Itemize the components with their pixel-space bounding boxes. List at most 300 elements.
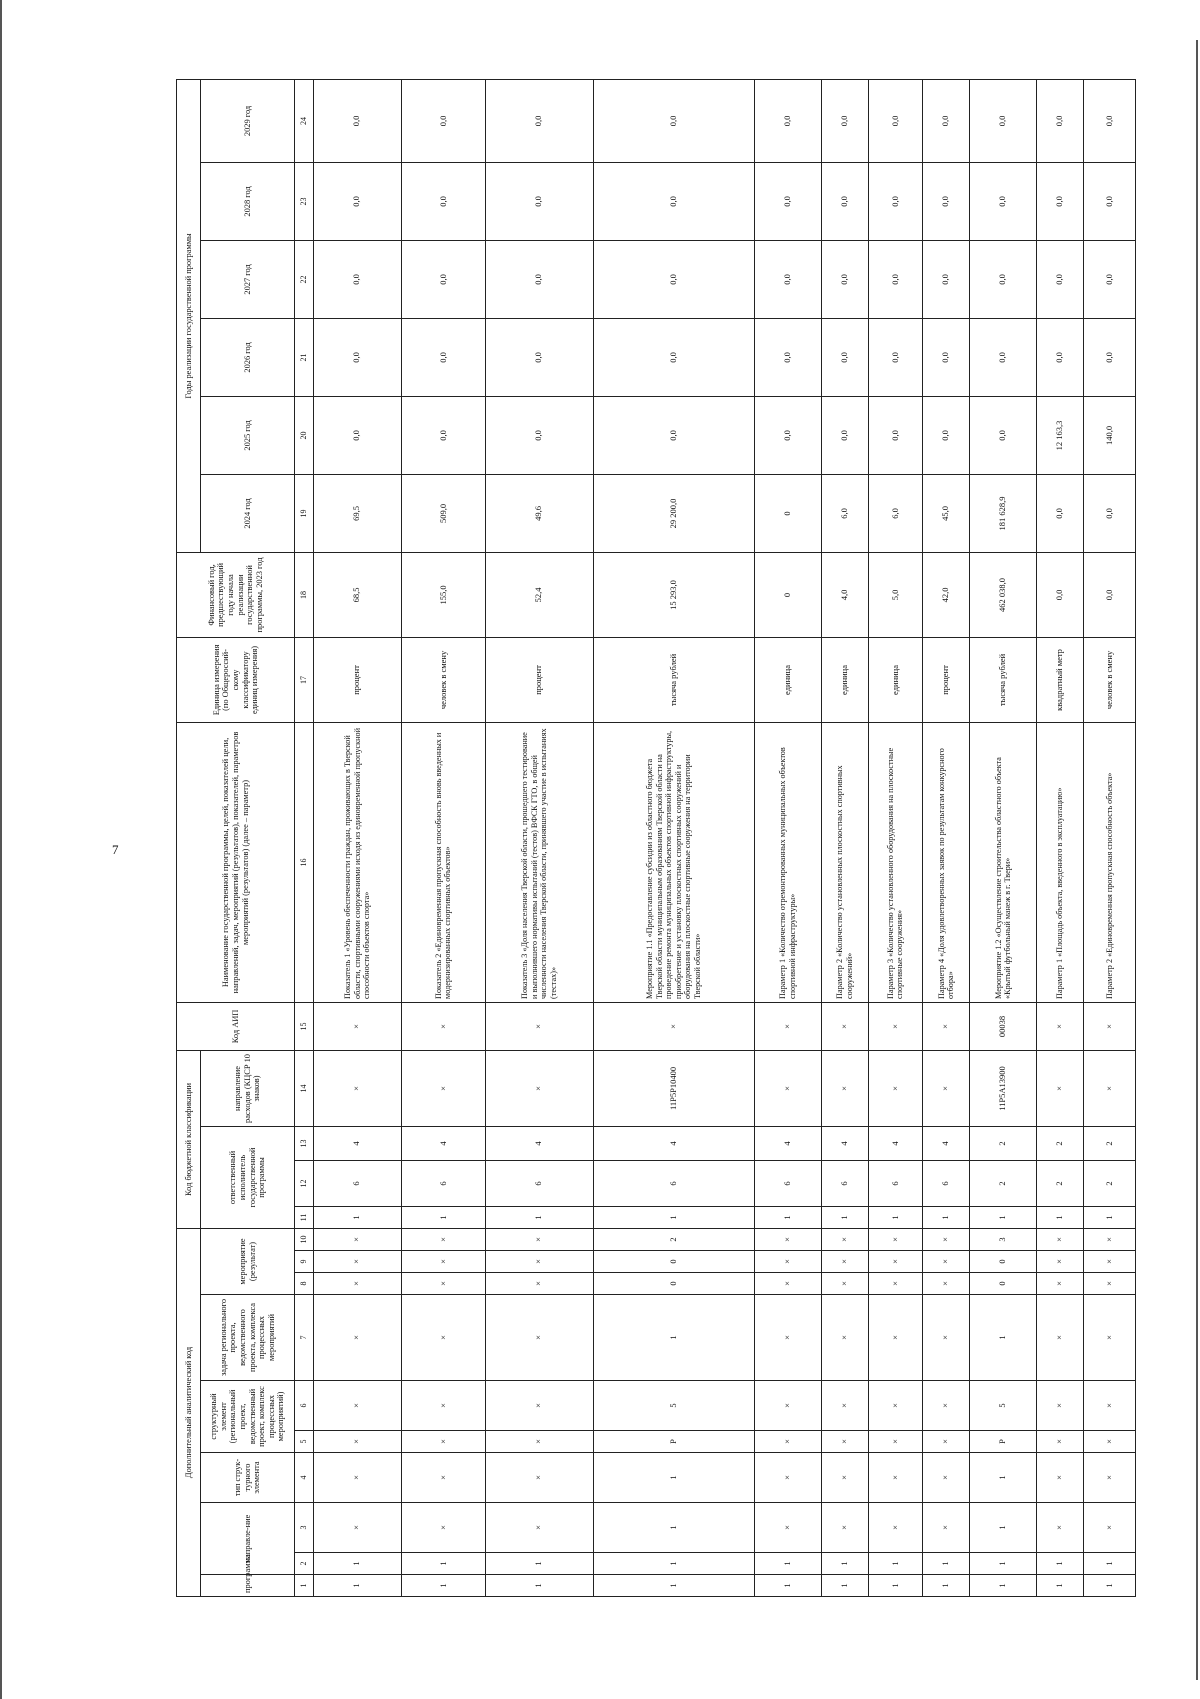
table-body (313, 79, 1135, 1596)
code-cell: 1 (593, 1575, 754, 1597)
value-cell: 0,0 (922, 162, 969, 240)
row-name: Параметр 2 «Единовременная пропускная способность объекта» (1084, 722, 1136, 1002)
code-cell: 1 (485, 1575, 593, 1597)
table-row (313, 79, 401, 1596)
expense-dir-header: направление расходов (КЦСР 10 знаков) (200, 1050, 295, 1126)
code-cell: 6 (593, 1160, 754, 1206)
value-cell: 0,0 (821, 396, 868, 474)
code-cell: × (401, 1503, 485, 1553)
code-cell: 1 (313, 1206, 401, 1228)
code-cell: × (922, 1002, 969, 1050)
code-cell: 1 (1084, 1575, 1136, 1597)
code-cell: × (922, 1503, 969, 1553)
value-cell: 0,0 (922, 240, 969, 318)
value-cell: 0,0 (1084, 318, 1136, 396)
code-cell: 1 (593, 1453, 754, 1503)
value-cell: 0,0 (401, 240, 485, 318)
code-cell: 11Р5Р10400 (593, 1050, 754, 1126)
code-cell: 6 (485, 1160, 593, 1206)
code-cell: × (869, 1228, 923, 1250)
col-number: 21 (295, 318, 313, 396)
value-cell: 49,6 (485, 474, 593, 552)
code-cell: × (754, 1273, 821, 1295)
value-cell: 0,0 (401, 79, 485, 162)
code-cell: × (754, 1295, 821, 1381)
code-cell: 1 (821, 1206, 868, 1228)
code-cell: × (485, 1431, 593, 1453)
value-cell: 0,0 (1084, 474, 1136, 552)
code-cell: × (869, 1503, 923, 1553)
code-cell: 1 (821, 1553, 868, 1575)
unit-cell: тысяча рублей (593, 637, 754, 722)
unit-cell: человек в смену (401, 637, 485, 722)
code-cell: 1 (593, 1553, 754, 1575)
aip-code-header: Код АИП (177, 1002, 295, 1050)
table-row (401, 79, 485, 1596)
code-cell: × (313, 1295, 401, 1381)
code-cell: × (869, 1251, 923, 1273)
unit-cell: единица (869, 637, 923, 722)
value-cell: 0,0 (593, 162, 754, 240)
code-cell: 1 (401, 1575, 485, 1597)
code-cell: × (754, 1431, 821, 1453)
code-cell: × (401, 1273, 485, 1295)
code-cell: 1 (593, 1295, 754, 1381)
value-cell: 0,0 (869, 79, 923, 162)
col-number: 10 (295, 1228, 313, 1250)
value-cell: 52,4 (485, 552, 593, 637)
code-cell: × (1084, 1295, 1136, 1381)
code-cell: 6 (313, 1160, 401, 1206)
table-row (1036, 79, 1083, 1596)
code-cell: × (821, 1381, 868, 1431)
value-cell: 0,0 (869, 162, 923, 240)
col-number: 22 (295, 240, 313, 318)
code-cell: × (821, 1431, 868, 1453)
code-cell: × (313, 1431, 401, 1453)
value-cell: 0,0 (485, 396, 593, 474)
code-cell: 4 (922, 1126, 969, 1160)
value-cell: 69,5 (313, 474, 401, 552)
code-cell: × (869, 1002, 923, 1050)
row-name: Показатель 3 «Доля населения Тверской области, прошедшего тестирование и выполнившего нормативы испытаний (тестов) ВФСК ГТО, в общей численности населения Тверской области, принявшего участие в испытаниях (тестах)» (485, 722, 593, 1002)
value-cell: 0,0 (869, 240, 923, 318)
row-name: Мероприятие 1.2 «Осуществление строительства областного объекта «Крытый футбольный манеж в г. Твери» (970, 722, 1037, 1002)
code-cell: × (1084, 1050, 1136, 1126)
value-cell: 0,0 (754, 396, 821, 474)
code-cell: × (821, 1050, 868, 1126)
code-cell: × (922, 1251, 969, 1273)
value-cell: 181 628,9 (970, 474, 1037, 552)
code-cell: × (821, 1273, 868, 1295)
row-name: Показатель 1 «Уровень обеспеченности граждан, проживающих в Тверской области, спортивными сооружениями исходя из единовременной пропускной способности объектов спорта» (313, 722, 401, 1002)
code-cell: 6 (821, 1160, 868, 1206)
code-cell: 1 (754, 1206, 821, 1228)
value-cell: 5,0 (869, 552, 923, 637)
col-number: 16 (295, 722, 313, 1002)
value-cell: 155,0 (401, 552, 485, 637)
name-header: Наименование государственной программы, целей, показателей цели, направлений, задач, мероприятий (результатов), показателей, параметров мероприятий (результатов) (далее – параметр) (177, 722, 295, 1002)
value-cell: 0,0 (1084, 162, 1136, 240)
code-cell: 6 (869, 1160, 923, 1206)
code-cell: 6 (754, 1160, 821, 1206)
code-cell: × (821, 1251, 868, 1273)
value-cell: 0,0 (821, 79, 868, 162)
unit-cell: процент (922, 637, 969, 722)
code-cell: × (1036, 1273, 1083, 1295)
code-cell: × (313, 1503, 401, 1553)
code-cell: 1 (821, 1575, 868, 1597)
code-cell: 1 (313, 1575, 401, 1597)
code-cell: Р (593, 1431, 754, 1453)
code-cell: 4 (593, 1126, 754, 1160)
code-cell: × (922, 1431, 969, 1453)
unit-cell: тысяча рублей (970, 637, 1037, 722)
code-cell: × (313, 1002, 401, 1050)
row-name: Параметр 4 «Доля удовлетворенных заявок по результатам конкурсного отбора» (922, 722, 969, 1002)
code-cell: × (401, 1431, 485, 1453)
code-cell: 4 (401, 1126, 485, 1160)
rotated-table-wrapper (176, 100, 1136, 1597)
code-cell: × (754, 1503, 821, 1553)
code-cell: 1 (869, 1553, 923, 1575)
code-cell: 4 (313, 1126, 401, 1160)
code-cell: × (922, 1295, 969, 1381)
code-cell: 1 (922, 1553, 969, 1575)
value-cell: 0,0 (970, 79, 1037, 162)
table-row (1084, 79, 1136, 1596)
value-cell: 4,0 (821, 552, 868, 637)
unit-cell: единица (754, 637, 821, 722)
code-cell: × (922, 1228, 969, 1250)
code-cell: × (922, 1273, 969, 1295)
unit-cell: квадратный метр (1036, 637, 1083, 722)
value-cell: 0,0 (1036, 240, 1083, 318)
code-cell: 2 (1084, 1126, 1136, 1160)
code-cell: 1 (922, 1206, 969, 1228)
col-number: 5 (295, 1431, 313, 1453)
column-numbers-row (295, 79, 313, 1596)
code-cell: × (313, 1228, 401, 1250)
code-cell: × (1084, 1453, 1136, 1503)
value-cell: 0,0 (821, 162, 868, 240)
value-cell: 0 (754, 474, 821, 552)
value-cell: 0,0 (485, 318, 593, 396)
code-cell: 1 (970, 1453, 1037, 1503)
code-cell: 1 (970, 1206, 1037, 1228)
value-cell: 68,5 (313, 552, 401, 637)
code-cell: × (485, 1273, 593, 1295)
scan-edge-line (1196, 40, 1198, 1680)
additional-code-header: Дополнительный аналитический код (177, 1228, 201, 1596)
col-number: 17 (295, 637, 313, 722)
code-cell: 5 (970, 1381, 1037, 1431)
code-cell: 2 (1036, 1126, 1083, 1160)
struct-element-header: структурный элемент (региональный проект, ведомственный проект, комплекс процессных мероприятий) (200, 1381, 295, 1453)
year-2024-header: 2024 год (200, 474, 295, 552)
code-cell: × (1084, 1273, 1136, 1295)
row-name: Параметр 1 «Количество отремонтированных муниципальных объектов спортивной инфраструктуры» (754, 722, 821, 1002)
value-cell: 0,0 (922, 396, 969, 474)
code-cell: 3 (970, 1228, 1037, 1250)
code-cell: 1 (1036, 1553, 1083, 1575)
code-cell: × (821, 1002, 868, 1050)
value-cell: 0,0 (1084, 552, 1136, 637)
code-cell: 2 (970, 1160, 1037, 1206)
col-number: 23 (295, 162, 313, 240)
code-cell: × (485, 1381, 593, 1431)
code-cell: × (869, 1050, 923, 1126)
event-header: мероприятие (результат) (200, 1228, 295, 1294)
value-cell: 0,0 (593, 79, 754, 162)
code-cell: × (821, 1228, 868, 1250)
code-cell: 1 (754, 1575, 821, 1597)
code-cell: 4 (869, 1126, 923, 1160)
code-cell: × (485, 1503, 593, 1553)
col-number: 9 (295, 1251, 313, 1273)
table-row (485, 79, 593, 1596)
code-cell: × (1036, 1381, 1083, 1431)
value-cell: 15 293,0 (593, 552, 754, 637)
code-cell: 00038 (970, 1002, 1037, 1050)
code-cell: × (485, 1295, 593, 1381)
value-cell: 0,0 (485, 79, 593, 162)
code-cell: × (754, 1381, 821, 1431)
code-cell: 1 (1084, 1206, 1136, 1228)
value-cell: 0,0 (313, 396, 401, 474)
value-cell: 12 163,3 (1036, 396, 1083, 474)
value-cell: 0,0 (485, 240, 593, 318)
unit-cell: процент (313, 637, 401, 722)
table-row (922, 79, 969, 1596)
value-cell: 0,0 (1036, 79, 1083, 162)
code-cell: × (401, 1251, 485, 1273)
value-cell: 0,0 (1084, 240, 1136, 318)
code-cell: × (1036, 1453, 1083, 1503)
code-cell: 1 (869, 1575, 923, 1597)
col-number: 12 (295, 1160, 313, 1206)
code-cell: × (1084, 1431, 1136, 1453)
code-cell: 6 (401, 1160, 485, 1206)
code-cell: × (869, 1453, 923, 1503)
row-name: Показатель 2 «Единовременная пропускная способность вновь введенных и модернизированных спортивных объектов» (401, 722, 485, 1002)
value-cell: 0,0 (1036, 474, 1083, 552)
code-cell: × (313, 1273, 401, 1295)
code-cell: × (1036, 1431, 1083, 1453)
code-cell: × (1036, 1228, 1083, 1250)
row-name: Мероприятие 1.1 «Предоставление субсидии из областного бюджета Тверской области муниципальным образованиям Тверской области на проведение ремонта муниципальных объектов спортивной инфраструктуры, приобретение и установку плоскостных спортивных сооружений и оборудования на плоскостные спортивные сооружения на территории Тверской области» (593, 722, 754, 1002)
code-cell: × (922, 1453, 969, 1503)
code-cell: 0 (970, 1273, 1037, 1295)
value-cell: 0,0 (485, 162, 593, 240)
code-cell: 1 (754, 1553, 821, 1575)
code-cell: 1 (869, 1206, 923, 1228)
col-number: 8 (295, 1273, 313, 1295)
row-name: Параметр 2 «Количество установленных плоскостных спортивных сооружений» (821, 722, 868, 1002)
code-cell: × (922, 1381, 969, 1431)
col-number: 2 (295, 1553, 313, 1575)
table-row (593, 79, 754, 1596)
value-cell: 509,0 (401, 474, 485, 552)
col-number: 3 (295, 1503, 313, 1553)
code-cell: × (485, 1002, 593, 1050)
code-cell: × (1036, 1503, 1083, 1553)
code-cell: 1 (401, 1206, 485, 1228)
value-cell: 0,0 (593, 318, 754, 396)
code-cell: 1 (970, 1553, 1037, 1575)
scan-edge-line (0, 0, 2, 1699)
value-cell: 462 038,0 (970, 552, 1037, 637)
code-cell: × (1036, 1295, 1083, 1381)
code-cell: × (313, 1381, 401, 1431)
value-cell: 0,0 (401, 396, 485, 474)
row-name: Параметр 3 «Количество установленного оборудования на плоскостные спортивные сооружения» (869, 722, 923, 1002)
code-cell: × (1084, 1503, 1136, 1553)
code-cell: × (1084, 1228, 1136, 1250)
value-cell: 0,0 (869, 318, 923, 396)
program-table (176, 79, 1136, 1597)
col-number: 11 (295, 1206, 313, 1228)
col-number: 18 (295, 552, 313, 637)
value-cell: 0 (754, 552, 821, 637)
value-cell: 0,0 (970, 318, 1037, 396)
code-cell: × (754, 1050, 821, 1126)
value-cell: 0,0 (922, 79, 969, 162)
year-2026-header: 2026 год (200, 318, 295, 396)
code-cell: 1 (922, 1575, 969, 1597)
col-number: 4 (295, 1453, 313, 1503)
program-header: программа (200, 1575, 295, 1597)
code-cell: × (401, 1228, 485, 1250)
code-cell: × (485, 1453, 593, 1503)
code-cell: × (869, 1431, 923, 1453)
code-cell: × (754, 1228, 821, 1250)
unit-cell: человек в смену (1084, 637, 1136, 722)
year-2027-header: 2027 год (200, 240, 295, 318)
code-cell: × (1084, 1251, 1136, 1273)
code-cell: × (401, 1295, 485, 1381)
value-cell: 0,0 (313, 240, 401, 318)
code-cell: × (1036, 1002, 1083, 1050)
value-cell: 0,0 (1036, 552, 1083, 637)
code-cell: 2 (1084, 1160, 1136, 1206)
value-cell: 0,0 (869, 396, 923, 474)
row-name: Параметр 1 «Площадь объекта, введенного в эксплуатацию» (1036, 722, 1083, 1002)
table-row (970, 79, 1037, 1596)
year-2028-header: 2028 год (200, 162, 295, 240)
code-cell: 1 (593, 1206, 754, 1228)
value-cell: 0,0 (401, 318, 485, 396)
unit-cell: единица (821, 637, 868, 722)
value-cell: 0,0 (821, 240, 868, 318)
code-cell: × (1084, 1002, 1136, 1050)
value-cell: 0,0 (821, 318, 868, 396)
table-row (821, 79, 868, 1596)
code-cell: 6 (922, 1160, 969, 1206)
code-cell: × (401, 1453, 485, 1503)
value-cell: 0,0 (754, 240, 821, 318)
fin-year-header: Финансовый год, предшествующий году начала реализации государственной программы, 2023 год (177, 552, 295, 637)
code-cell: × (754, 1251, 821, 1273)
col-number: 19 (295, 474, 313, 552)
code-cell: 2 (593, 1228, 754, 1250)
page-number: 7 (112, 842, 119, 857)
value-cell: 29 200,0 (593, 474, 754, 552)
col-number: 6 (295, 1381, 313, 1431)
value-cell: 0,0 (1036, 162, 1083, 240)
unit-header: Единица измерения (по Общероссий-скому классификатору единиц измерения) (177, 637, 295, 722)
code-cell: 1 (485, 1553, 593, 1575)
code-cell: × (313, 1251, 401, 1273)
value-cell: 0,0 (1084, 79, 1136, 162)
col-number: 15 (295, 1002, 313, 1050)
code-cell: 4 (821, 1126, 868, 1160)
value-cell: 0,0 (593, 240, 754, 318)
value-cell: 6,0 (869, 474, 923, 552)
code-cell: × (869, 1273, 923, 1295)
code-cell: Р (970, 1431, 1037, 1453)
code-cell: 1 (1036, 1206, 1083, 1228)
year-2025-header: 2025 год (200, 396, 295, 474)
code-cell: × (401, 1381, 485, 1431)
code-cell: × (754, 1453, 821, 1503)
table-row (754, 79, 821, 1596)
code-cell: 4 (485, 1126, 593, 1160)
value-cell: 45,0 (922, 474, 969, 552)
value-cell: 0,0 (970, 162, 1037, 240)
code-cell: × (1084, 1381, 1136, 1431)
budget-code-header: Код бюджетной классификации (177, 1050, 201, 1228)
value-cell: 6,0 (821, 474, 868, 552)
code-cell: × (821, 1453, 868, 1503)
code-cell: 5 (593, 1381, 754, 1431)
value-cell: 0,0 (922, 318, 969, 396)
value-cell: 0,0 (754, 79, 821, 162)
code-cell: 2 (1036, 1160, 1083, 1206)
col-number: 13 (295, 1126, 313, 1160)
value-cell: 42,0 (922, 552, 969, 637)
code-cell: × (754, 1002, 821, 1050)
code-cell: 11Р5А13900 (970, 1050, 1037, 1126)
value-cell: 0,0 (313, 318, 401, 396)
struct-type-header: тип струк-турного элемента (200, 1453, 295, 1503)
code-cell: × (401, 1050, 485, 1126)
code-cell: 1 (970, 1295, 1037, 1381)
code-cell: × (313, 1050, 401, 1126)
code-cell: × (821, 1503, 868, 1553)
code-cell: × (593, 1002, 754, 1050)
value-cell: 0,0 (754, 162, 821, 240)
code-cell: × (869, 1381, 923, 1431)
value-cell: 0,0 (970, 396, 1037, 474)
col-number: 20 (295, 396, 313, 474)
code-cell: 1 (313, 1553, 401, 1575)
code-cell: × (869, 1295, 923, 1381)
table-row (869, 79, 923, 1596)
code-cell: 2 (970, 1126, 1037, 1160)
task-header: задача регионального проекта, ведомственного проекта, комплекса процессных мероприятий (200, 1295, 295, 1381)
value-cell: 0,0 (1036, 318, 1083, 396)
code-cell: 1 (401, 1553, 485, 1575)
year-2029-header: 2029 год (200, 79, 295, 162)
code-cell: × (922, 1050, 969, 1126)
code-cell: 0 (593, 1273, 754, 1295)
code-cell: × (821, 1295, 868, 1381)
code-cell: × (485, 1228, 593, 1250)
code-cell: × (313, 1453, 401, 1503)
code-cell: 4 (754, 1126, 821, 1160)
code-cell: 0 (593, 1251, 754, 1273)
